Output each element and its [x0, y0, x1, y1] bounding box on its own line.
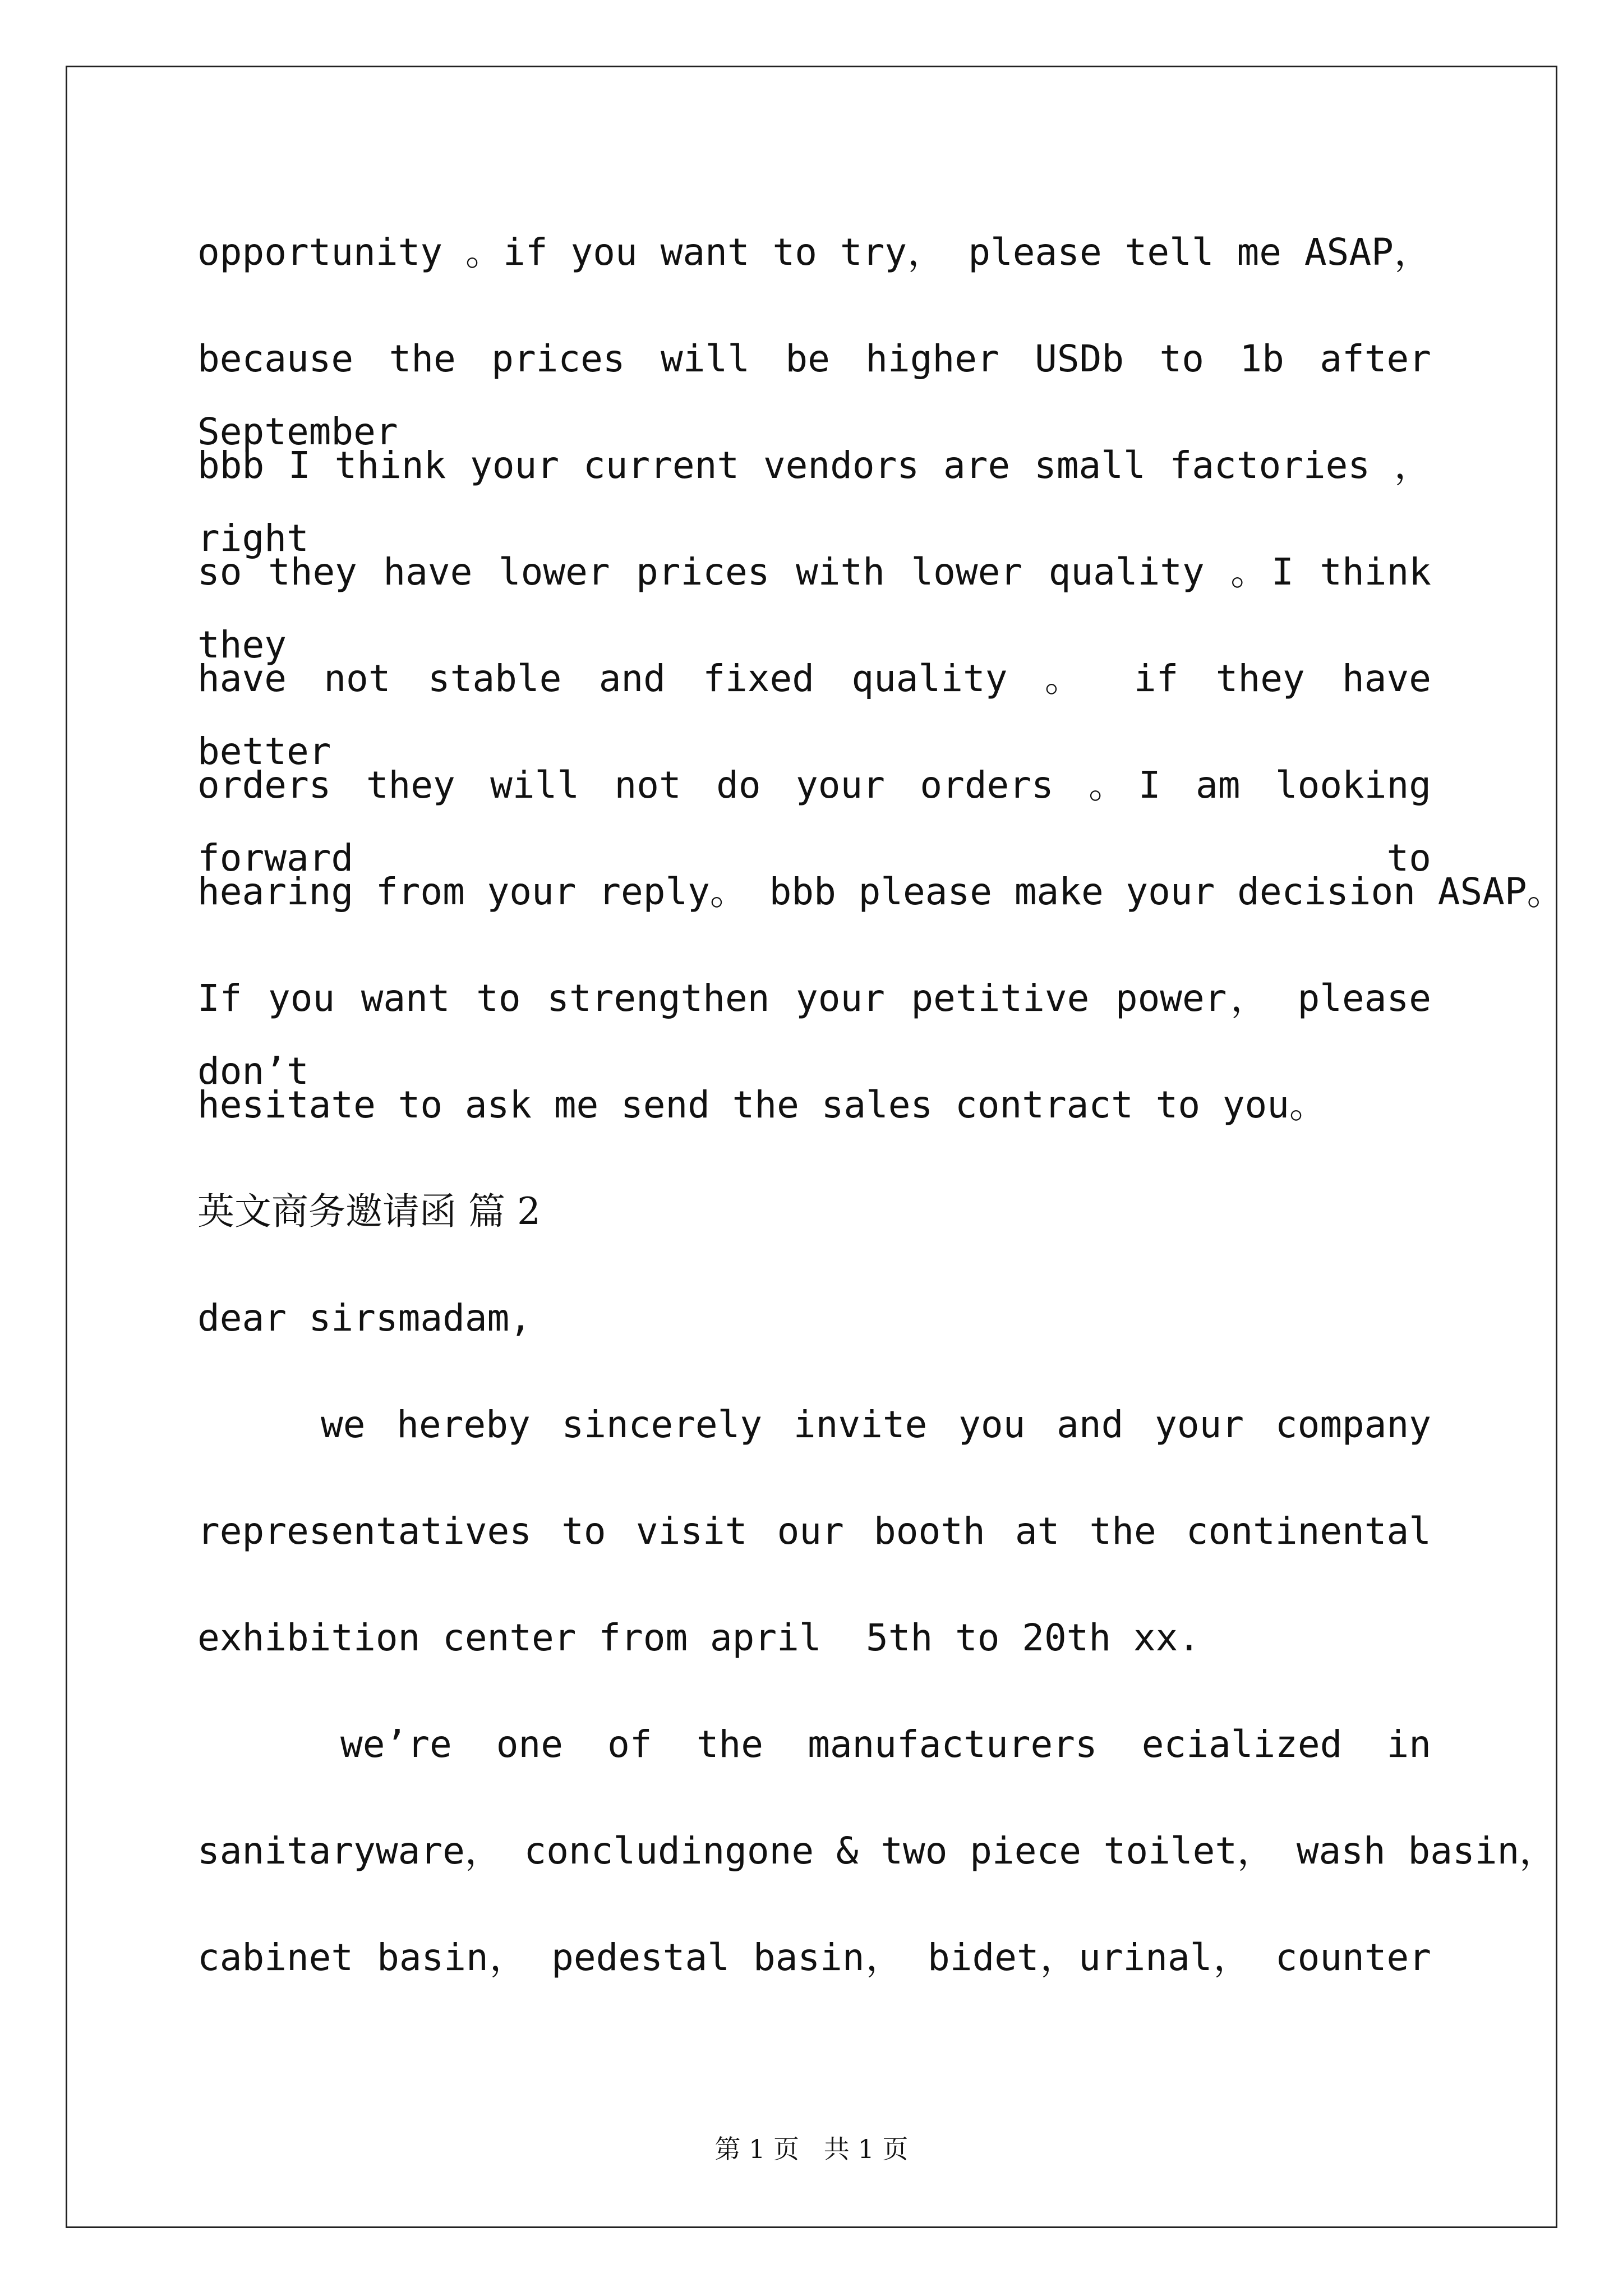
- salutation: dear sirsmadam,: [197, 1296, 532, 1340]
- section-heading: 英文商务邀请函 篇 2: [197, 1190, 541, 1233]
- text-line: hearing from your reply。 bbb please make your decision ASAP。: [197, 870, 1564, 913]
- text-line: cabinet basin， pedestal basin， bidet，urinal， counter: [197, 1936, 1431, 1979]
- text-line: representatives to visit our booth at the continental: [197, 1510, 1431, 1553]
- text-line: so they have lower prices with lower quality 。I think they: [197, 550, 1431, 666]
- text-line: we hereby sincerely invite you and your company: [321, 1403, 1431, 1446]
- text-line: exhibition center from april 5th to 20th xx.: [197, 1616, 1201, 1659]
- text-line: If you want to strengthen your petitive power， please don’t: [197, 977, 1431, 1093]
- text-line: we’re one of the manufacturers ecialized in: [340, 1723, 1431, 1766]
- text-line: sanitaryware， concludingone & two piece toilet， wash basin，: [197, 1829, 1557, 1872]
- text-line: opportunity 。if you want to try， please tell me ASAP，: [197, 231, 1431, 274]
- text-line: hesitate to ask me send the sales contract to you。: [197, 1083, 1327, 1126]
- document-body: [197, 216, 1564, 2028]
- text-line: orders they will not do your orders 。I am looking forward to: [197, 763, 1431, 880]
- text-line: because the prices will be higher USDb to 1b after September: [197, 337, 1431, 453]
- page-number-footer: 第 1 页 共 1 页: [714, 2134, 909, 2164]
- text-line: have not stable and fixed quality 。 if they have better: [197, 657, 1431, 773]
- text-line: bbb I think your current vendors are small factories ， right: [197, 444, 1431, 560]
